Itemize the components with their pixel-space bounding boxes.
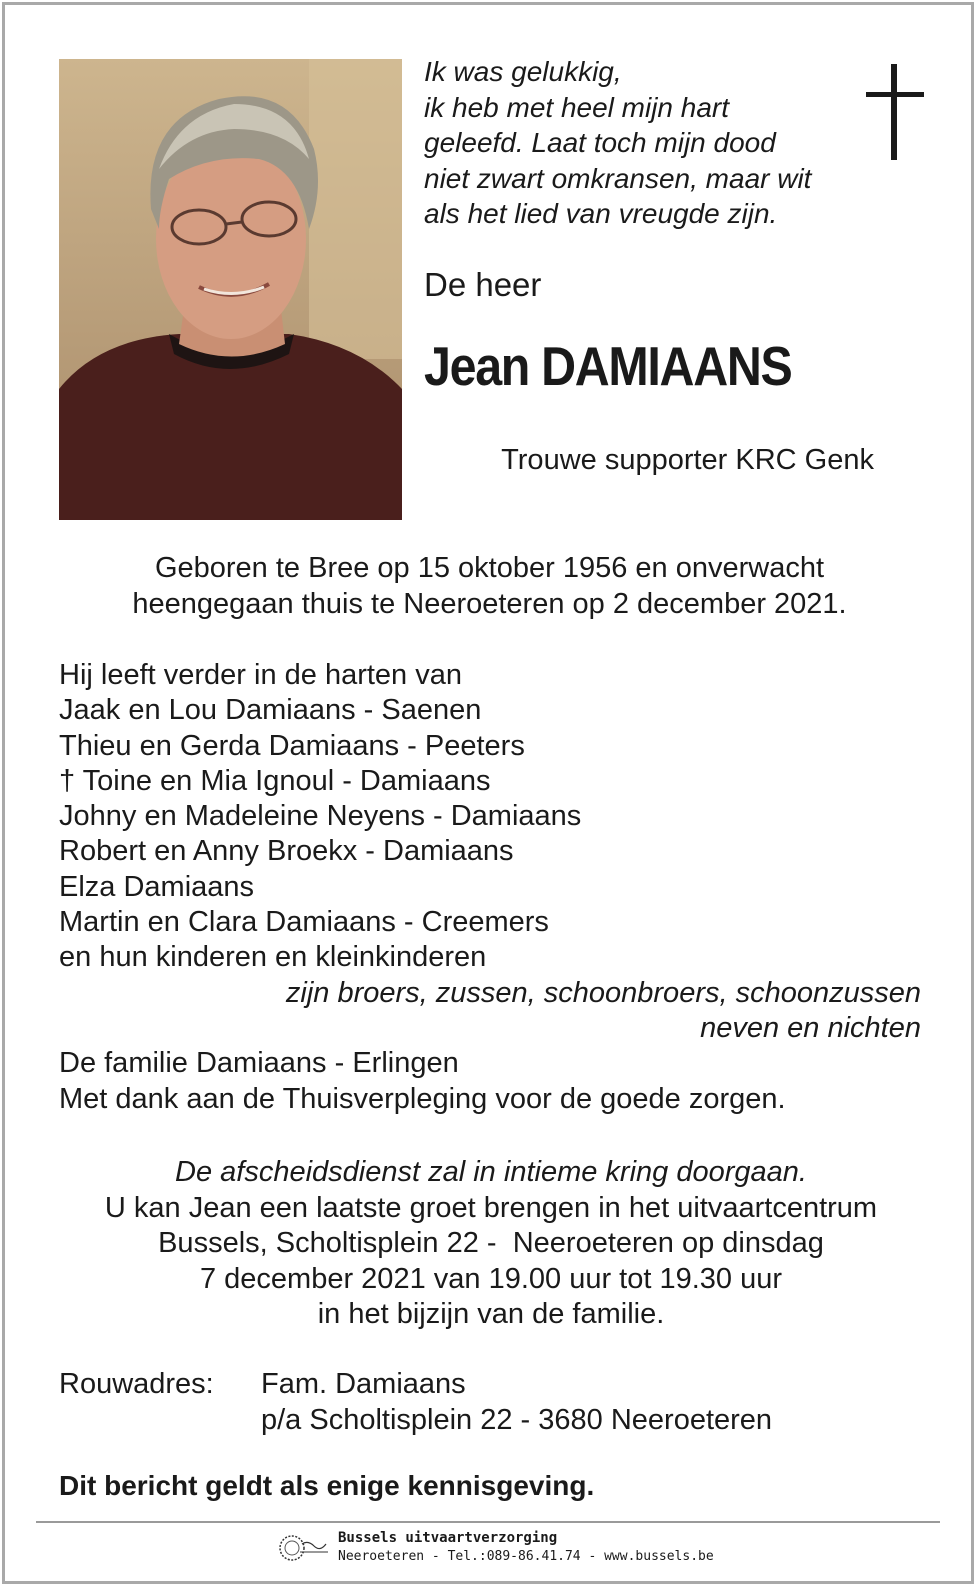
relative-name: Jaak en Lou Damiaans - Saenen bbox=[59, 694, 482, 727]
notice-text: Dit bericht geldt als enige kennisgeving. bbox=[59, 1470, 595, 1501]
quote-block bbox=[424, 54, 864, 232]
quote-line: niet zwart omkransen, maar wit bbox=[424, 162, 812, 194]
born-line: Geboren te Bree op 15 oktober 1956 en onverwacht bbox=[154, 552, 825, 584]
relatives-after: De familie Damiaans - Erlingen bbox=[59, 1047, 459, 1080]
company-name: Bussels uitvaartverzorging bbox=[338, 1530, 558, 1546]
quote-line: ik heb met heel mijn hart bbox=[424, 91, 730, 123]
relation-line: neven en nichten bbox=[700, 1011, 921, 1044]
cross-icon bbox=[866, 64, 924, 160]
deceased-name: Jean DAMIAANS bbox=[424, 335, 792, 397]
address-lines bbox=[261, 1366, 772, 1438]
footer-divider bbox=[36, 1521, 940, 1523]
portrait-illustration bbox=[59, 59, 402, 520]
service-italic-line: De afscheidsdienst zal in intieme kring doorgaan. bbox=[175, 1156, 807, 1188]
born-line: heengegaan thuis te Neeroeteren op 2 december 2021. bbox=[132, 588, 847, 620]
address-label: Rouwadres: bbox=[59, 1368, 214, 1400]
birth-death-text bbox=[59, 550, 920, 622]
service-info bbox=[59, 1155, 923, 1333]
relative-name: Elza Damiaans bbox=[59, 870, 255, 903]
relative-name: Thieu en Gerda Damiaans - Peeters bbox=[59, 729, 525, 762]
company-contact: Neeroeteren - Tel.:089-86.41.74 - www.bussels.be bbox=[338, 1549, 714, 1564]
service-line: Bussels, Scholtisplein 22 - Neeroeteren op dinsdag bbox=[158, 1227, 824, 1259]
tagline: Trouwe supporter KRC Genk bbox=[501, 444, 874, 476]
relatives-list bbox=[59, 658, 921, 1117]
service-line: 7 december 2021 van 19.00 uur tot 19.30 uur bbox=[199, 1262, 783, 1295]
relative-name: Martin en Clara Damiaans - Creemers bbox=[59, 906, 549, 939]
salutation: De heer bbox=[424, 266, 542, 303]
relative-name: Robert en Anny Broekx - Damiaans bbox=[59, 835, 514, 868]
relatives-after: Met dank aan de Thuisverpleging voor de goede zorgen. bbox=[59, 1082, 786, 1115]
quote-line: als het lied van vreugde zijn. bbox=[424, 198, 778, 229]
quote-line: geleefd. Laat toch mijn dood bbox=[424, 127, 776, 158]
relative-name: Johny en Madeleine Neyens - Damiaans bbox=[59, 800, 582, 833]
service-line: U kan Jean een laatste groet brengen in het uitvaartcentrum bbox=[104, 1191, 878, 1224]
relation-line: zijn broers, zussen, schoonbroers, schoonzussen bbox=[285, 976, 921, 1009]
relative-name: en hun kinderen en kleinkinderen bbox=[59, 941, 487, 974]
relative-name: † Toine en Mia Ignoul - Damiaans bbox=[59, 764, 491, 797]
bussels-logo bbox=[278, 1530, 330, 1566]
quote-line: Ik was gelukkig, bbox=[424, 56, 622, 87]
address-line: p/a Scholtisplein 22 - 3680 Neeroeteren bbox=[261, 1404, 773, 1436]
portrait-photo bbox=[59, 59, 402, 520]
service-line: in het bijzijn van de familie. bbox=[317, 1298, 665, 1330]
relatives-intro: Hij leeft verder in de harten van bbox=[59, 659, 462, 691]
address-line: Fam. Damiaans bbox=[261, 1368, 466, 1400]
